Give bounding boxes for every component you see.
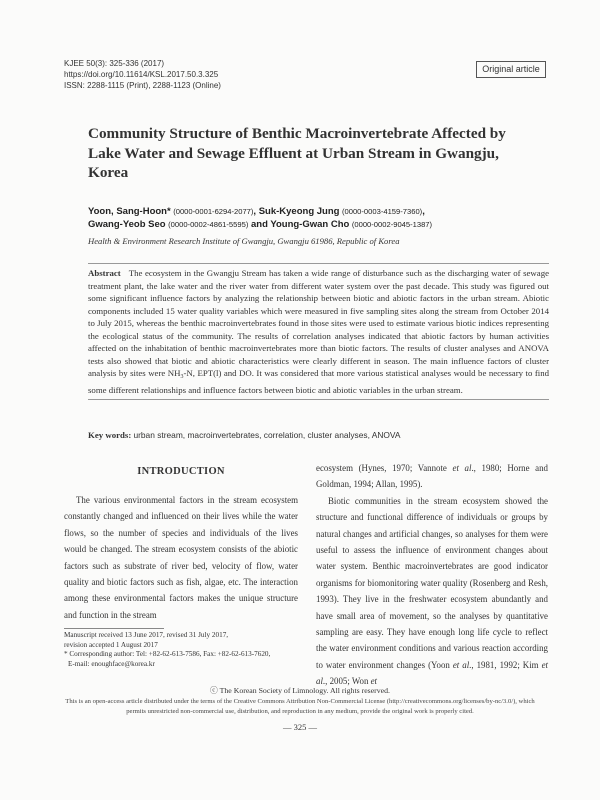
text-run: Biotic communities in the stream ecosystem showed the structure and functional difference of individuals or groups by natural changes and artificial changes, so analyses for them were useful to assess the influence of environment changes about water system. Benthic macroinvertebrates are good indicator organisms for biomonitoring water quality (Rosenberg and Resh, 1993). They live in the freshwater ecosystem abundantly and have small area of movement, so the analyses by quantitative sampling are easy. They have enough long life cycle to reflect the water environment conditions and various reaction according to water environment changes (Yoon — [316, 495, 548, 670]
text-italic: et al — [452, 659, 470, 670]
orcid-id[interactable]: (0000-0003-4159-7360) — [341, 207, 423, 216]
footnote-corresponding: * Corresponding author: Tel: +82-62-613-7586, Fax: +82-62-613-7620, — [64, 650, 271, 659]
keywords-line — [88, 430, 548, 440]
paragraph — [316, 460, 548, 493]
article-type-badge: Original article — [476, 61, 546, 78]
author-separator: and — [248, 219, 271, 230]
author-name: Young-Gwan Cho — [270, 219, 350, 230]
text-run: ., 1981, 1992; Kim — [469, 659, 542, 670]
orcid-id[interactable]: (0000-0002-4861-5595) — [168, 220, 249, 229]
footnote-email[interactable]: E-mail: enoughface@korea.kr — [68, 659, 155, 668]
footnote — [64, 631, 304, 669]
author-list — [88, 205, 548, 231]
abstract-body: The ecosystem in the Gwangju Stream has taken a wide range of disturbance such as the discharging water of sewage treatment plant, the lake water and the river water from different water system over the past decade. This study was figured out some significant influence factors by analyzing the relationship between biotic and abiotic factors in the urban stream. Abiotic components included 15 water quality variables which were measured in five sampling sites along the stream from October 2014 to July 2015, whereas the benthic macroinvertebrates found in those sites were used to estimate various biotic indices representing the ecological status of the community. The results of correlation analyses indicated that abiotic factors by human activities affected on the inhabitation of benthic macroinvertebrates more than biotic factors. The results of cluster analyses and ANOVA tests also showed that biotic and abiotic characteristics were clearly different in season. The main influence factors of cluster analysis by sites were NH — [88, 268, 549, 379]
author-name: Yoon, Sang-Hoon — [88, 206, 167, 217]
author-name: Gwang-Yeob Seo — [88, 219, 166, 230]
issn-line: ISSN: 2288-1115 (Print), 2288-1123 (Online) — [64, 81, 221, 90]
orcid-id[interactable]: (0000-0002-9045-1387) — [351, 220, 433, 229]
affiliation: Health & Environment Research Institute of Gwangju, Gwangju 61986, Republic of Korea — [88, 236, 400, 246]
text-italic: et — [370, 676, 378, 687]
author-separator: , — [422, 206, 425, 217]
journal-header — [64, 58, 221, 91]
text-italic: et al — [452, 463, 472, 473]
text-run: ecosystem (Hynes, 1970; Vannote — [316, 463, 453, 473]
abstract-body-end: -N, EPT(l) and DO. It was considered that more various statistical analyses would be necessary to find some different relationships and influence factors between biotic and abiotic variables in the urban stream. — [88, 368, 549, 395]
text-run: ., 1980; Horne and Goldman, 1994; Allan, 1995). — [316, 463, 548, 490]
paragraph — [316, 493, 548, 690]
text-italic: et al — [316, 659, 548, 687]
footnote-rule — [64, 628, 164, 629]
orcid-id[interactable]: (0000-0001-6294-2077) — [173, 207, 254, 216]
text-run: ., 2005; Won — [322, 676, 371, 687]
page-number: — 325 — — [283, 722, 317, 732]
footnote-received: Manuscript received 13 June 2017, revised 31 July 2017, — [64, 631, 229, 639]
section-heading: INTRODUCTION — [137, 466, 225, 477]
abstract-label: Abstract — [88, 268, 121, 278]
article-title: Community Structure of Benthic Macroinvertebrate Affected by Lake Water and Sewage Effluent at Urban Stream in Gwangju, Korea — [88, 125, 506, 181]
keywords-label: Key words: — [88, 430, 132, 440]
subscript: 3 — [180, 374, 184, 381]
abstract-box — [88, 263, 549, 400]
left-column — [64, 492, 298, 623]
keywords-text: urban stream, macroinvertebrates, correlation, cluster analyses, ANOVA — [133, 430, 401, 440]
paragraph: The various environmental factors in the stream ecosystem constantly changed and influenced on their lives while the water flows, so the number of species and individuals of the lives would be changed. The stream ecosystem consists of the abiotic factors such as substrate of river bed, velocity of flow, water quality and biotic factors such as fish, algae, etc. The interaction among these environmental factors makes the unique structure and function in the stream — [64, 495, 298, 620]
abstract-text — [88, 267, 549, 396]
doi-link[interactable]: https://doi.org/10.11614/KSL.2017.50.3.325 — [64, 70, 219, 79]
license-text: This is an open-access article distributed under the terms of the Creative Commons Attribution Non-Commercial License (http://creativecommons.org/licenses/by-nc/3.0/), which permits unrestricted non-commercial use, distribution, and reproduction in any medium, provide the original work is properly cited. — [65, 698, 535, 715]
right-column — [316, 460, 548, 690]
corresponding-mark: * — [166, 206, 171, 217]
footnote-accepted: revision accepted 1 August 2017 — [64, 640, 158, 649]
author-name: Suk-Kyeong Jung — [258, 206, 340, 217]
journal-citation: KJEE 50(3): 325-336 (2017) — [64, 59, 165, 68]
author-separator: , — [253, 206, 259, 217]
copyright-line: ⓒ The Korean Society of Limnology. All rights reserved. — [210, 686, 390, 695]
